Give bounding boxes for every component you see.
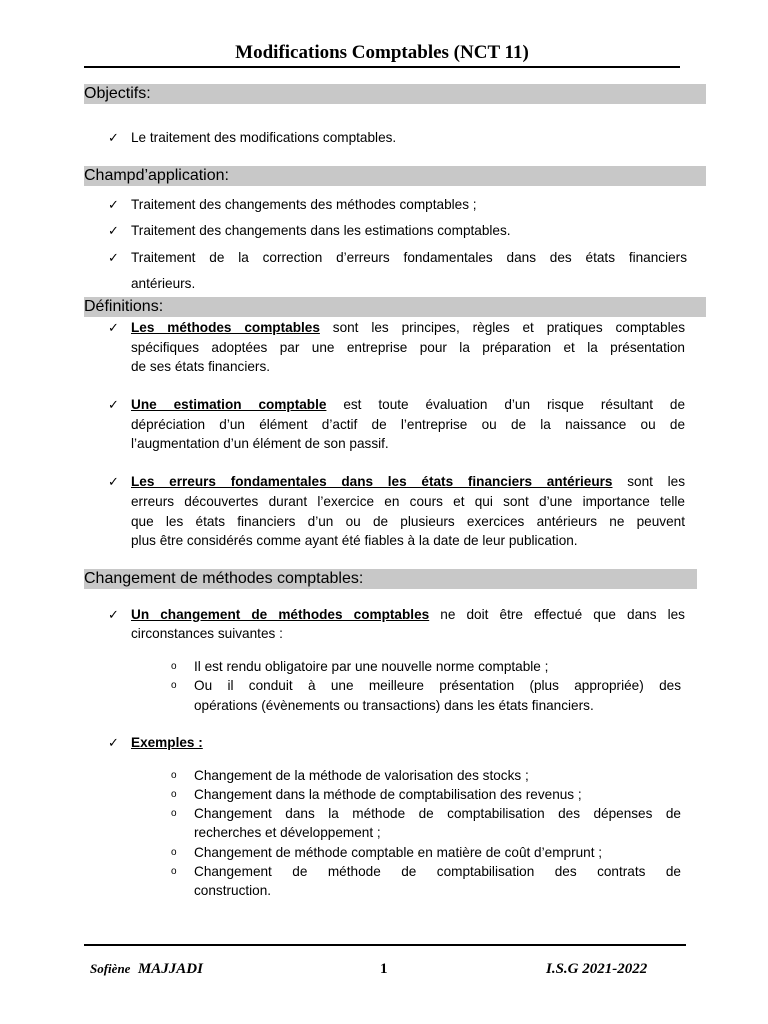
checkmark-icon: ✓ (108, 607, 119, 622)
checkmark-icon: ✓ (108, 197, 119, 212)
bullet-icon: o (171, 770, 177, 781)
bullet-icon: o (171, 866, 177, 877)
definition-line: que les états financiers d’un ou de plusieurs exercices antérieurs ne peuvent (131, 514, 685, 529)
checkmark-icon: ✓ (108, 474, 119, 489)
definition-line: l’augmentation d’un élément de son passif. (131, 436, 389, 451)
sub-list-item: Ou il conduit à une meilleure présentation (plus appropriée) des (194, 678, 681, 693)
example-item: Changement de la méthode de valorisation des stocks ; (194, 768, 529, 783)
list-item-continuation: antérieurs. (131, 276, 196, 291)
page-title: Modifications Comptables (NCT 11) (235, 42, 529, 63)
checkmark-icon: ✓ (108, 320, 119, 335)
definition-line: Les erreurs fondamentales dans les états financiers antérieurs sont les (131, 474, 685, 489)
definition-term: Une estimation comptable (131, 397, 327, 412)
definition-line: spécifiques adoptées par une entreprise pour la préparation et la présentation (131, 340, 685, 355)
checkmark-icon: ✓ (108, 223, 119, 238)
footer-author: Sofiène MAJJADI (90, 961, 203, 977)
checkmark-icon: ✓ (108, 735, 119, 750)
section-heading-objectifs: Objectifs: (84, 84, 706, 104)
title-underline (84, 66, 680, 68)
checkmark-icon: ✓ (108, 397, 119, 412)
changement-term: Un changement de méthodes comptables (131, 607, 430, 622)
section-heading-definitions: Définitions: (84, 297, 706, 317)
definition-line: Les méthodes comptables sont les principes, règles et pratiques comptables (131, 320, 685, 335)
definition-line: Une estimation comptable est toute évaluation d’un risque résultant de (131, 397, 686, 412)
bullet-icon: o (171, 808, 177, 819)
sub-list-item-continuation: opérations (évènements ou transactions) dans les états financiers. (194, 698, 594, 713)
example-item-continuation: construction. (194, 883, 272, 898)
paragraph-line: circonstances suivantes : (131, 626, 283, 641)
list-item: Traitement de la correction d’erreurs fondamentales dans des états financiers (131, 250, 687, 265)
list-item: Traitement des changements dans les estimations comptables. (131, 223, 511, 238)
example-item-continuation: recherches et développement ; (194, 825, 381, 840)
checkmark-icon: ✓ (108, 130, 119, 145)
bullet-icon: o (171, 789, 177, 800)
paragraph-line: Un changement de méthodes comptables ne doit être effectué que dans les (131, 607, 685, 622)
exemples-label: Exemples : (131, 735, 203, 750)
footer-rule (84, 944, 686, 946)
page-number: 1 (380, 961, 388, 977)
definition-term: Les méthodes comptables (131, 320, 320, 335)
example-item: Changement de méthode comptable en matière de coût d’emprunt ; (194, 845, 603, 860)
bullet-icon: o (171, 847, 177, 858)
section-heading-champ: Champd’application: (84, 166, 706, 186)
footer-institution: I.S.G 2021-2022 (546, 961, 648, 977)
section-heading-changement: Changement de méthodes comptables: (84, 569, 697, 589)
definition-line: plus être considérés comme ayant été fiables à la date de leur publication. (131, 533, 578, 548)
definition-line: erreurs découvertes durant l’exercice en cours et qui sont d’une importance telle (131, 494, 685, 509)
definition-line: dépréciation d’un élément d’actif de l’entreprise ou de la naissance ou de (131, 417, 685, 432)
example-item: Changement dans la méthode de comptabilisation des dépenses de (194, 806, 681, 821)
example-item: Changement dans la méthode de comptabilisation des revenus ; (194, 787, 582, 802)
list-item: Le traitement des modifications comptables. (131, 130, 397, 145)
bullet-icon: o (171, 680, 177, 691)
definition-term: Les erreurs fondamentales dans les états financiers antérieurs (131, 474, 613, 489)
definition-line: de ses états financiers. (131, 359, 271, 374)
example-item: Changement de méthode de comptabilisation des contrats de (194, 864, 681, 879)
checkmark-icon: ✓ (108, 250, 119, 265)
sub-list-item: Il est rendu obligatoire par une nouvelle norme comptable ; (194, 659, 549, 674)
bullet-icon: o (171, 661, 177, 672)
list-item: Traitement des changements des méthodes comptables ; (131, 197, 477, 212)
